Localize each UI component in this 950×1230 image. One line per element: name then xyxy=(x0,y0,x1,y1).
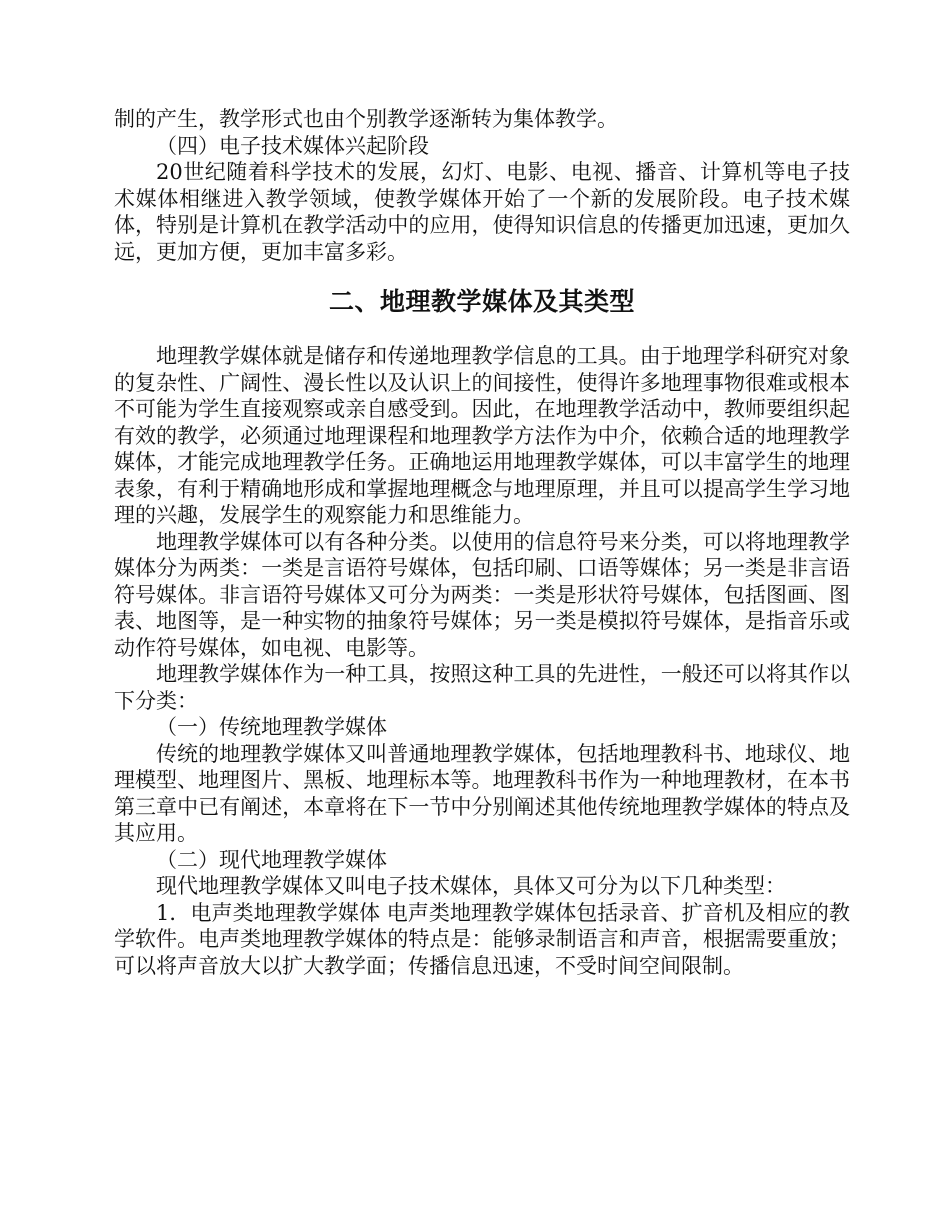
paragraph-traditional-media: 传统的地理教学媒体又叫普通地理教学媒体，包括地理教科书、地球仪、地理模型、地理图片、黑板、地理标本等。地理教科书作为一种地理教材，在本书第三章中已有阐述，本章将在下一节中分别阐述其他传统地理教学媒体的特点及其应用。 xyxy=(114,741,850,845)
section-title: 二、地理教学媒体及其类型 xyxy=(328,287,635,316)
subheading-traditional-media: （一）传统地理教学媒体 xyxy=(156,715,387,739)
subheading-modern-media: （二）现代地理教学媒体 xyxy=(156,847,387,872)
paragraph-electronic-media: 20世纪随着科学技术的发展，幻灯、电影、电视、播音、计算机等电子技术媒体相继进入教学领域，使教学媒体开始了一个新的发展阶段。电子技术媒体，特别是计算机在教学活动中的应用，使得知识信息的传播更加迅速，更加久远，更加方便，更加丰富多彩。 xyxy=(114,160,850,264)
paragraph-continuation: 制的产生，教学形式也由个别教学逐渐转为集体教学。 xyxy=(114,107,618,131)
paragraph-electroacoustic-media: 1．电声类地理教学媒体 电声类地理教学媒体包括录音、扩音机及相应的教学软件。电声类地理教学媒体的特点是：能够录制语言和声音，根据需要重放；可以将声音放大以扩大教学面；传播信息迅速，不受时间空间限制。 xyxy=(114,900,850,978)
subheading-stage-four: （四）电子技术媒体兴起阶段 xyxy=(156,133,429,158)
paragraph-modern-media: 现代地理教学媒体又叫电子技术媒体，具体又可分为以下几种类型： xyxy=(156,874,786,898)
paragraph-definition: 地理教学媒体就是储存和传递地理教学信息的工具。由于地理学科研究对象的复杂性、广阔性、漫长性以及认识上的间接性，使得许多地理事物很难或根本不可能为学生直接观察或亲自感受到。因此，在地理教学活动中，教师要组织起有效的教学，必须通过地理课程和地理教学方法作为中介，依赖合适的地理教学媒体，才能完成地理教学任务。正确地运用地理教学媒体，可以丰富学生的地理表象，有利于精确地形成和掌握地理概念与地理原理，并且可以提高学生学习地理的兴趣，发展学生的观察能力和思维能力。 xyxy=(114,344,850,527)
paragraph-classification-by-tool: 地理教学媒体作为一种工具，按照这种工具的先进性，一般还可以将其作以下分类： xyxy=(114,662,850,713)
document-page xyxy=(114,106,850,979)
paragraph-classification: 地理教学媒体可以有各种分类。以使用的信息符号来分类，可以将地理教学媒体分为两类：一类是言语符号媒体，包括印刷、口语等媒体；另一类是非言语符号媒体。非言语符号媒体又可分为两类：一类是形状符号媒体，包括图画、图表、地图等，是一种实物的抽象符号媒体；另一类是模拟符号媒体，是指音乐或动作符号媒体，如电视、电影等。 xyxy=(114,529,850,660)
